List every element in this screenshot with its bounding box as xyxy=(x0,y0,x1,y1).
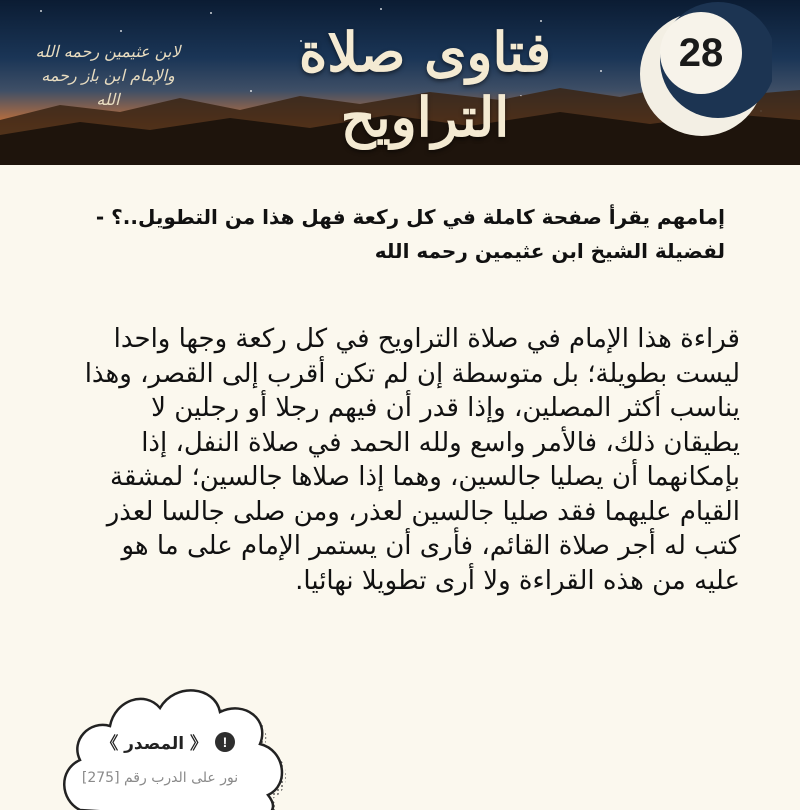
header-banner xyxy=(0,0,800,165)
calligraphy-line-2: والإمام ابن باز رحمه الله xyxy=(41,66,175,109)
question-heading: إمامهم يقرأ صفحة كاملة في كل ركعة فهل هذا من التطويل..؟ - لفضيلة الشيخ ابن عثيمين رحمه الله xyxy=(95,205,725,263)
episode-number-badge: 28 xyxy=(660,12,742,94)
calligraphy-line-1: لابن عثيمين رحمه الله xyxy=(35,42,181,61)
calligraphy-signature xyxy=(28,40,188,112)
page-title: فتاوى صلاة التراويح xyxy=(298,20,552,149)
source-label-row xyxy=(100,729,235,754)
source-reference: نور على الدرب رقم [275] xyxy=(81,770,239,786)
source-label: 《 المصدر 》 xyxy=(101,734,207,754)
info-icon: ! xyxy=(215,732,235,752)
answer-body: قراءة هذا الإمام في صلاة التراويح في كل ركعة وجها واحدا ليست بطويلة؛ بل متوسطة إن لم تكن أقرب إلى القصر، وهذا يناسب أكثر المصلين، وإذا قدر أن فيهم رجلا أو رجلين لا يطيقان ذلك، فالأمر واسع ولله الحمد في صلاة النفل، إذا بإمكانهما أن يصليا جالسين، وهما إذا صلاها جالسين؛ لمشقة القيام عليهما فقد صليا جالسين لعذر، ومن صلى جالسا لعذر كتب له أجر صلاة القائم، فأرى أن يستمر الإمام على ما هو عليه من هذه القراءة ولا أرى تطويلا نهائيا. xyxy=(84,324,740,596)
